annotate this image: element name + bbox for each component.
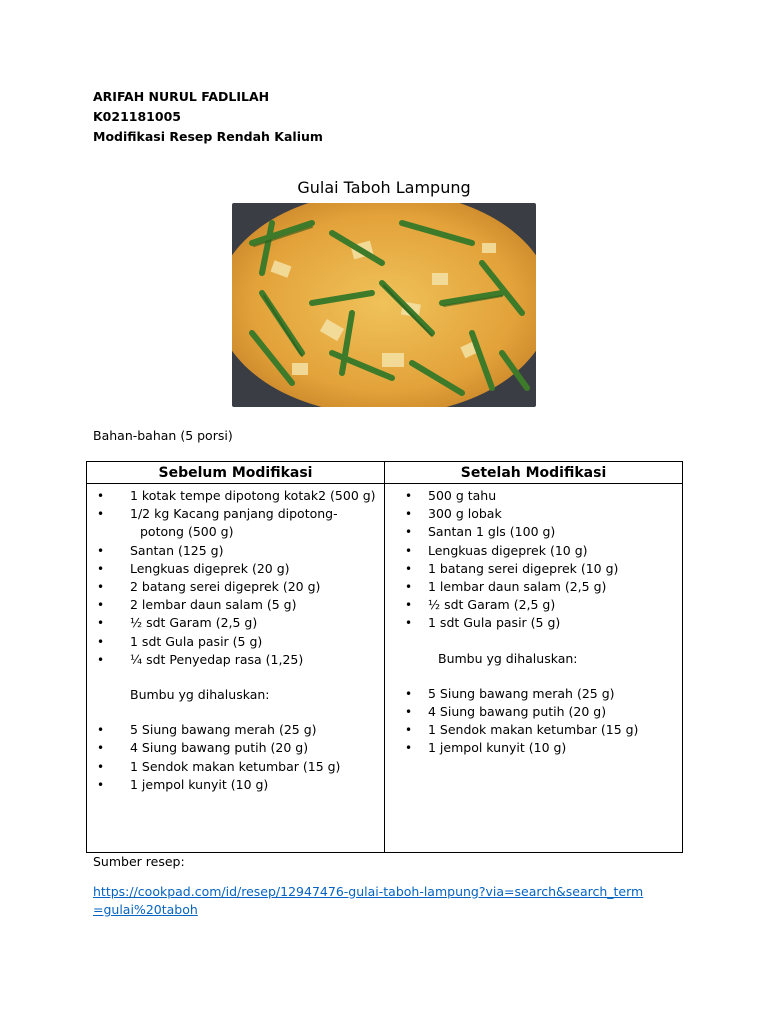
list-item: • 1 Sendok makan ketumbar (15 g) (385, 721, 682, 739)
curry-photo (232, 203, 536, 407)
list-item: • 1 sdt Gula pasir (5 g) (385, 614, 682, 632)
list-item: • 5 Siung bawang merah (25 g) (87, 721, 384, 739)
recipe-title: Gulai Taboh Lampung (297, 178, 471, 197)
list-item: • 5 Siung bawang merah (25 g) (385, 685, 682, 703)
list-item: • 500 g tahu (385, 487, 682, 505)
before-ingredients-list (87, 487, 384, 669)
column-header-after: Setelah Modifikasi (385, 462, 683, 484)
list-item: • 1 jempol kunyit (10 g) (87, 776, 384, 794)
list-item: • Lengkuas digeprek (10 g) (385, 542, 682, 560)
document-subject: Modifikasi Resep Rendah Kalium (93, 129, 323, 144)
source-link[interactable]: https://cookpad.com/id/resep/12947476-gulai-taboh-lampung?via=search&search_term=gulai%20taboh (93, 884, 644, 917)
list-item: • 4 Siung bawang putih (20 g) (385, 703, 682, 721)
ingredients-label: Bahan-bahan (5 porsi) (93, 428, 233, 443)
before-spice-label: Bumbu yg dihaluskan: (130, 687, 270, 703)
list-item: • 1 sdt Gula pasir (5 g) (87, 633, 384, 651)
list-item: • Santan (125 g) (87, 542, 384, 560)
before-spice-list (87, 721, 384, 794)
list-item: • 1 jempol kunyit (10 g) (385, 739, 682, 757)
before-modification-cell (87, 484, 385, 853)
list-item: • 1 batang serei digeprek (10 g) (385, 560, 682, 578)
ingredients-comparison-table (86, 461, 683, 853)
list-item: • 300 g lobak (385, 505, 682, 523)
list-item: • Lengkuas digeprek (20 g) (87, 560, 384, 578)
source-label: Sumber resep: (93, 854, 185, 869)
list-item: • ½ sdt Garam (2,5 g) (87, 614, 384, 632)
list-item: • Santan 1 gls (100 g) (385, 523, 682, 541)
list-item: • 1 Sendok makan ketumbar (15 g) (87, 758, 384, 776)
list-item: • 2 batang serei digeprek (20 g) (87, 578, 384, 596)
list-item: • 1 lembar daun salam (2,5 g) (385, 578, 682, 596)
after-modification-cell (385, 484, 683, 853)
column-header-before: Sebelum Modifikasi (87, 462, 385, 484)
after-spice-label: Bumbu yg dihaluskan: (438, 650, 578, 666)
after-ingredients-list (385, 487, 682, 633)
list-item: • 2 lembar daun salam (5 g) (87, 596, 384, 614)
after-spice-list (385, 685, 682, 758)
list-item: • 1 kotak tempe dipotong kotak2 (500 g) (87, 487, 384, 505)
author-name: ARIFAH NURUL FADLILAH (93, 89, 270, 104)
list-item: • 4 Siung bawang putih (20 g) (87, 739, 384, 757)
list-item: • 1/2 kg Kacang panjang dipotong-potong (500 g) (87, 505, 384, 541)
list-item: • ¼ sdt Penyedap rasa (1,25) (87, 651, 384, 669)
student-id: K021181005 (93, 109, 181, 124)
list-item: • ½ sdt Garam (2,5 g) (385, 596, 682, 614)
